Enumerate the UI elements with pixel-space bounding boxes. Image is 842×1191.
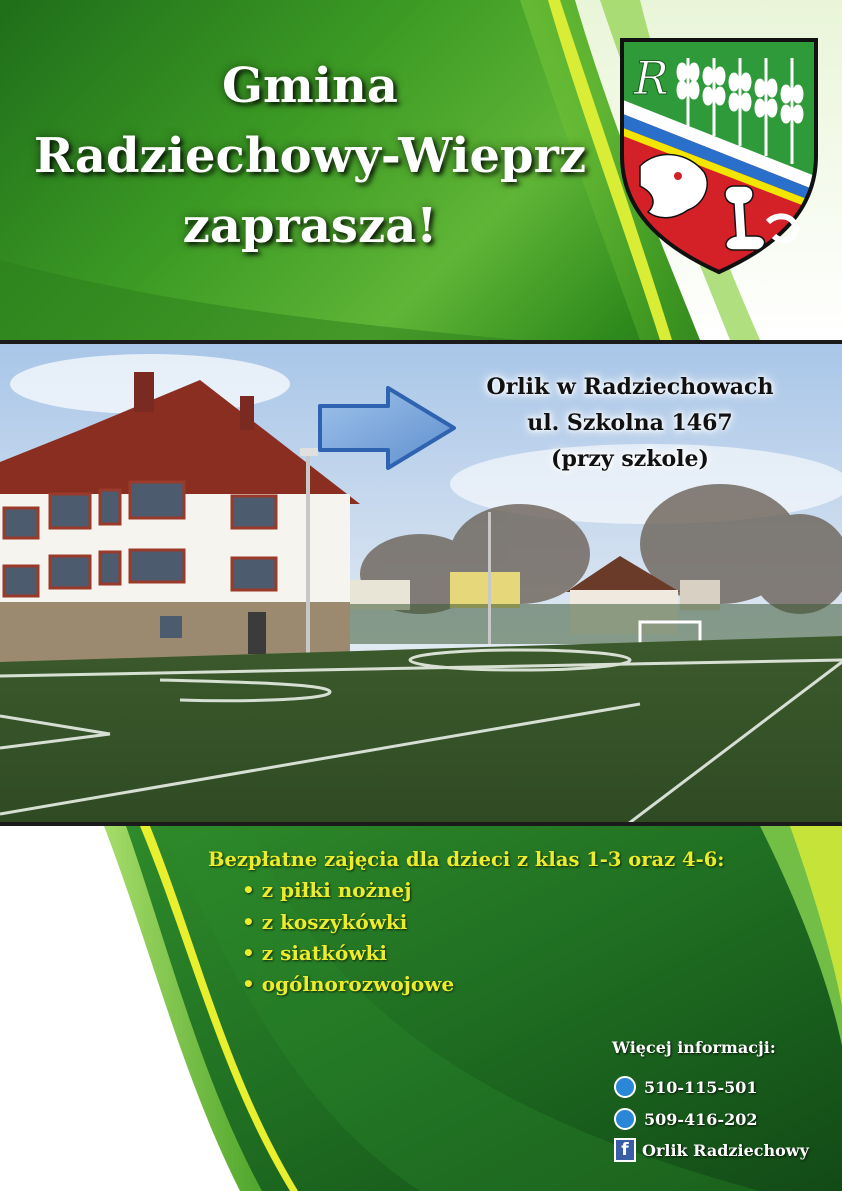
facebook-icon: f <box>614 1138 636 1162</box>
activity-item-volleyball: • z siatkówki <box>242 941 387 965</box>
phone-icon <box>614 1108 636 1130</box>
activity-item-football: • z piłki nożnej <box>242 878 412 902</box>
contact-heading: Więcej informacji: <box>612 1038 776 1057</box>
municipality-crest <box>618 36 820 276</box>
title-line-1: Gmina <box>221 58 398 114</box>
bottom-section <box>0 826 842 1191</box>
title-line-2: Radziechowy-Wieprz <box>33 128 587 184</box>
phone-number-2[interactable]: 509-416-202 <box>644 1110 758 1129</box>
activities-lead: Bezpłatne zajęcia dla dzieci z klas 1-3 oraz 4-6: <box>208 848 725 871</box>
top-banner <box>0 0 842 340</box>
title-line-3: zaprasza! <box>182 198 438 254</box>
location-line-3: (przy szkole) <box>551 446 709 472</box>
location-line-1: Orlik w Radziechowach <box>486 374 774 400</box>
crest-letter: R <box>634 51 669 105</box>
bottom-background <box>0 826 842 1191</box>
facebook-page-link[interactable]: Orlik Radziechowy <box>642 1141 809 1160</box>
phone-number-1[interactable]: 510-115-501 <box>644 1078 758 1097</box>
activity-item-basketball: • z koszykówki <box>242 910 408 934</box>
location-line-2: ul. Szkolna 1467 <box>527 410 733 436</box>
stadium-photo <box>0 340 842 826</box>
phone-icon <box>614 1076 636 1098</box>
activity-item-general: • ogólnorozwojowe <box>242 972 455 996</box>
